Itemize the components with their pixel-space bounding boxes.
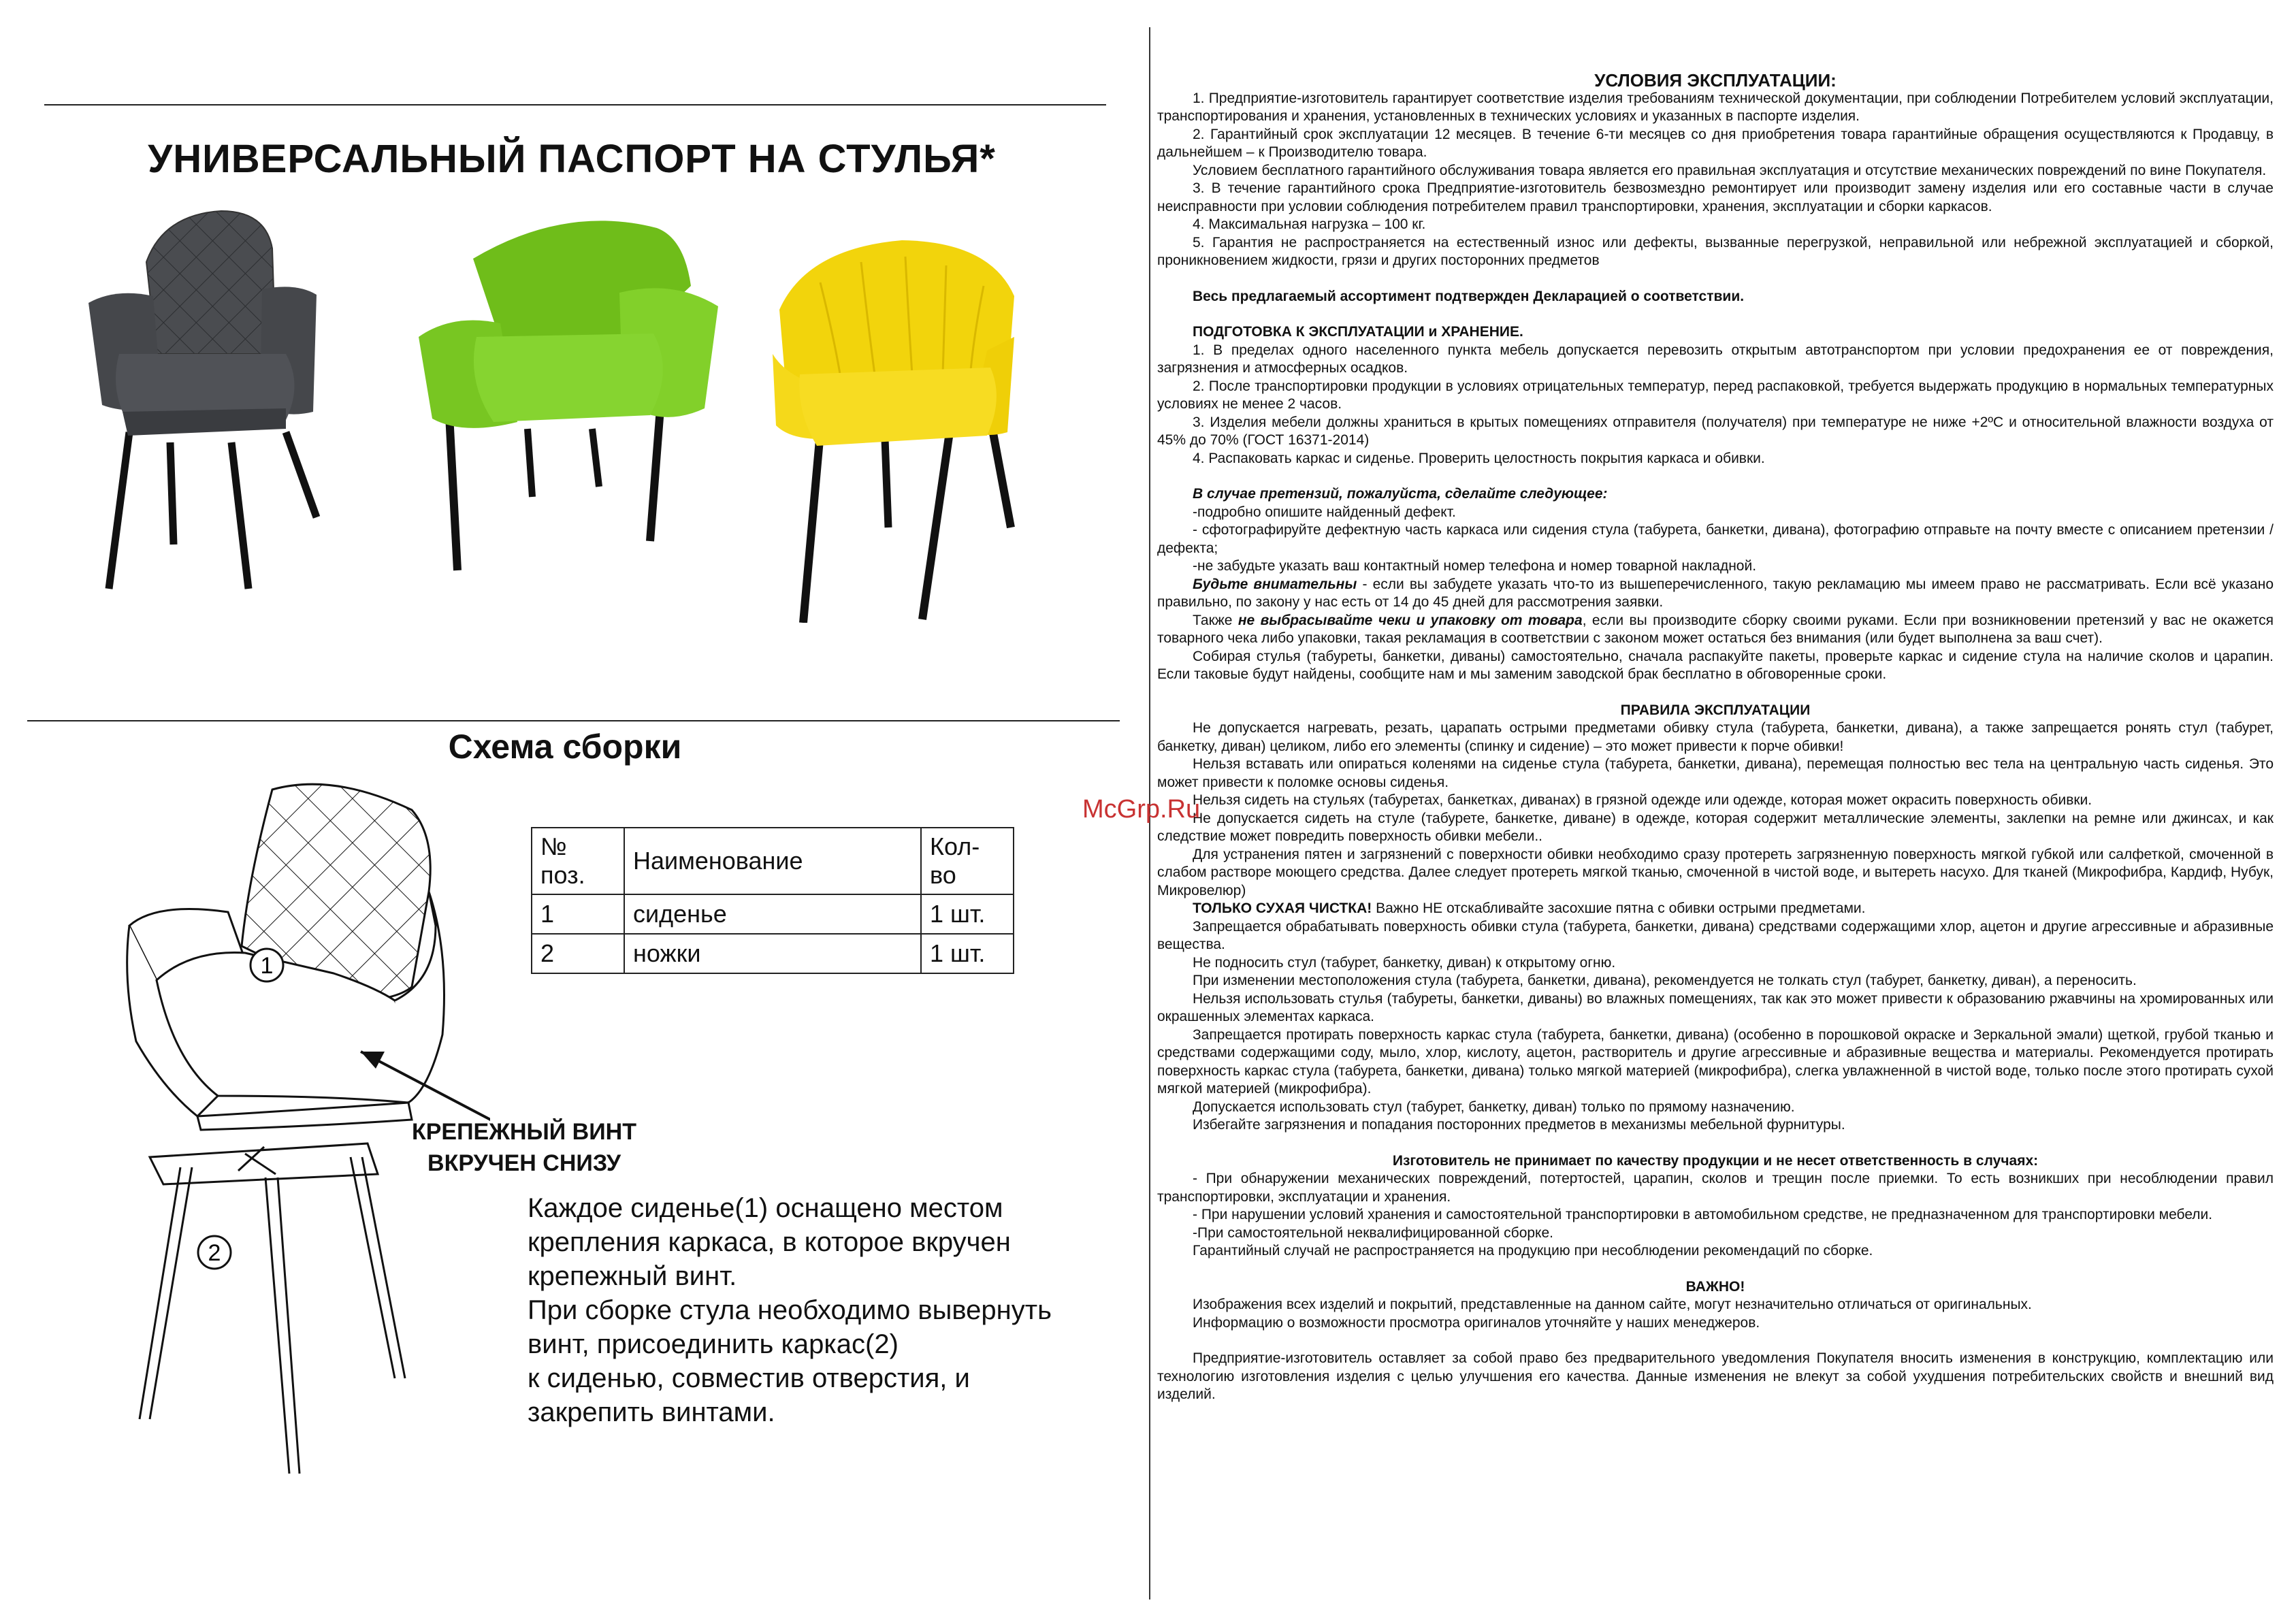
paragraph: 2. Гарантийный срок эксплуатации 12 месяцев. В течение 6-ти месяцев со дня приобретения товара гарантийные обращения осуществляются к Продавцу, в дальнейшем – к Производителю товара. [1157, 126, 2274, 160]
green-chair-image [415, 211, 722, 572]
paragraph: Условием бесплатного гарантийного обслуживания товара является его правильная эксплуатация и отсутствие механических повреждений по вине Покупателя. [1193, 162, 2267, 178]
table-cell: 2 [532, 934, 624, 973]
screw-note [381, 1116, 667, 1179]
assembly-section-title: Схема сборки [448, 728, 682, 766]
claims-title: В случае претензий, пожалуйста, сделайте следующее: [1193, 486, 1608, 502]
assembly-line: крепления каркаса, в которое вкручен [528, 1227, 1011, 1257]
paragraph: 1. Предприятие-изготовитель гарантирует соответствие изделия требованиям технической документации, при соблюдении Потребителем условий эксплуатации, транспортирования и хранения, установленных в технических условиях и указанных в паспорте изделия. [1157, 90, 2274, 124]
paragraph: 5. Гарантия не распространяется на естественный износ или дефекты, вызванные перегрузкой, неправильной или небрежной эксплуатацией и сборкой, проникновением жидкости, грязи и других посторонних предметов [1157, 234, 2274, 268]
seat-marker-label: 1 [260, 953, 274, 979]
paragraph: Не допускается сидеть на стуле (табурете, банкетке, диване) в одежде, которая содержит металлические элементы, заклепки на ремне или джинсах, и как следствие может повредить поверхность обивки мебели.. [1157, 810, 2274, 844]
paragraph: 3. В течение гарантийного срока Предприятие-изготовитель безвозмездно ремонтирует или производит замену изделия или его составные части в случае неисправности при условии соблюдения потребителем правил транспортировки, хранения, эксплуатации и сборки каркасов. [1157, 180, 2274, 214]
rules-title: ПРАВИЛА ЭКСПЛУАТАЦИИ [1620, 702, 1811, 718]
paragraph: Нельзя вставать или опираться коленями на сиденье стула (табурета, банкетки, дивана), перемещая полностью вес тела на центральную часть сиденья. Это может привести к поломке основы сиденья. [1157, 756, 2274, 790]
paragraph: Информацию о возможности просмотра оригиналов уточняйте у наших менеджеров. [1193, 1314, 1760, 1331]
yellow-chair-image [766, 235, 1018, 623]
assembly-line: к сиденью, совместив отверстия, и [528, 1363, 970, 1393]
paragraph: 2. После транспортировки продукции в условиях отрицательных температур, перед распаковкой, требуется выдержать продукцию в нормальных температурных условиях не менее 2 часов. [1157, 378, 2274, 412]
keep-prefix: Также [1193, 612, 1238, 628]
assembly-line: При сборке стула необходимо вывернуть [528, 1295, 1052, 1325]
legs-marker-label: 2 [208, 1240, 221, 1266]
preparation-title: ПОДГОТОВКА К ЭКСПЛУАТАЦИИ и ХРАНЕНИЕ. [1193, 324, 1523, 340]
paragraph: - При нарушении условий хранения и самостоятельной транспортировки в автомобильном средстве, не предназначенном для транспортировки мебели. [1193, 1207, 2213, 1222]
paragraph: Для устранения пятен и загрязнений с поверхности обивки необходимо сразу протереть загрязненную поверхность мягкой губкой или салфеткой, смоченной в слабом растворе моющего средства. Далее следует протереть мягкой тканью, смоченной в чистой воде, и вытереть насухо. Для тканей (Микрофибра, Кардиф, Нубук, Микровелюр) [1157, 846, 2274, 898]
table-header-cell: Наименование [624, 828, 921, 894]
dry-clean-emphasis: ТОЛЬКО СУХАЯ ЧИСТКА! [1193, 900, 1372, 916]
assembly-line: закрепить винтами. [528, 1397, 775, 1427]
assembly-instructions [528, 1191, 1120, 1429]
screw-note-line: ВКРУЧЕН СНИЗУ [427, 1150, 621, 1176]
table-cell: ножки [624, 934, 921, 973]
table-cell: сиденье [624, 894, 921, 934]
right-page [1157, 0, 2274, 1624]
paragraph: 1. В пределах одного населенного пункта мебель допускается перевозить открытым автотранспортом при условии предохранения ее от повреждения, загрязнения и атмосферных осадков. [1157, 342, 2274, 376]
page-title: УНИВЕРСАЛЬНЫЙ ПАСПОРТ НА СТУЛЬЯ* [148, 137, 996, 181]
important-title: ВАЖНО! [1685, 1278, 1745, 1295]
left-page [0, 0, 1130, 1624]
paragraph [1157, 612, 2274, 648]
assembly-line: крепежный винт. [528, 1261, 737, 1291]
dry-clean-text: Важно НЕ отскабливайте засохшие пятна с обивки острыми предметами. [1372, 900, 1866, 916]
paragraph [1157, 576, 2274, 612]
paragraph: Изображения всех изделий и покрытий, представленные на данном сайте, могут незначительно отличаться от оригинальных. [1193, 1297, 2032, 1312]
paragraph: Нельзя сидеть на стульях (табуретах, банкетках, диванах) в грязной одежде или одежде, которая может окрасить поверхность обивки. [1193, 792, 2092, 808]
paragraph: 4. Максимальная нагрузка – 100 кг. [1193, 216, 1426, 232]
paragraph: Допускается использовать стул (табурет, банкетку, диван) только по прямому назначению. [1193, 1099, 1795, 1115]
paragraph: - сфотографируйте дефектную часть каркаса или сидения стула (табурета, банкетки, дивана), фотографию отправьте на почту вместе с описанием претензии / дефекта; [1157, 522, 2274, 556]
paragraph: Предприятие-изготовитель оставляет за собой право без предварительного уведомления Покупателя вносить изменения в конструкцию, комплектацию или технологию изготовления изделия с целью улучшения его качества. Данные изменения не влекут за собой ухудшения потребительских свойств и внешний вид изделий. [1157, 1350, 2274, 1402]
paragraph: -подробно опишите найденный дефект. [1193, 504, 1456, 520]
warranty-title: УСЛОВИЯ ЭКСПЛУАТАЦИИ: [1594, 70, 1837, 91]
keep-emphasis: не выбрасывайте чеки и упаковку от товара [1238, 612, 1583, 628]
paragraph: 4. Распаковать каркас и сиденье. Проверить целостность покрытия каркаса и обивки. [1193, 450, 1765, 466]
paragraph: Запрещается протирать поверхность каркас стула (табурета, банкетки, дивана) (особенно в порошковой окраске и Зеркальной эмали) щеткой, грубой тканью и средствами содержащими соду, мыло, хлор, кислоту, ацетон, растворитель и другие агрессивные и абразивные вещества и материалы. Рекомендуется протирать поверхность каркас стула (табурета, банкетки, дивана) только мягкой материей (микрофибра), слегка увлажненной в чистой воде, только после этого протирать сухой мягкой материей (микрофибра). [1157, 1026, 2274, 1097]
screw-note-line: КРЕПЕЖНЫЙ ВИНТ [412, 1119, 636, 1145]
table-row [532, 894, 1014, 934]
watermark: McGrp.Ru [1082, 795, 1201, 824]
paragraph: - При обнаружении механических повреждений, потертостей, царапин, сколов и трещин после приемки. То есть возникших при несоблюдении правил транспортировки, эксплуатации и хранения. [1157, 1171, 2274, 1205]
table-cell: 1 шт. [921, 934, 1014, 973]
assembly-line: Каждое сиденье(1) оснащено местом [528, 1193, 1003, 1223]
paragraph: Запрещается обрабатывать поверхность обивки стула (табурета, банкетки, дивана) средствами содержащими хлор, ацетон и другие агрессивные и абразивные вещества. [1157, 918, 2274, 952]
table-header-cell: Кол-во [921, 828, 1014, 894]
keep-text: , если вы производите сборку своими руками. Если при возникновении претензий у вас не окажется товарного чека либо упаковки, такая рекламация в соответствии с законом может остаться без внимания (или будет выполнена за ваш счет). [1157, 612, 2274, 646]
attention-text: - если вы забудете указать что-то из вышеперечисленного, такую рекламацию мы имеем право не рассматривать. Если всё указано правильно, по закону у нас есть от 14 до 45 дней для рассмотрения заявки. [1157, 576, 2274, 610]
paragraph: Гарантийный случай не распространяется на продукцию при несоблюдении рекомендаций по сборке. [1193, 1243, 1873, 1258]
paragraph: При изменении местоположения стула (табурета, банкетки, дивана), рекомендуется не толкать стул (табурет, банкетку, диван), а переносить. [1193, 973, 2137, 988]
paragraph: Не подносить стул (табурет, банкетку, диван) к открытому огню. [1193, 954, 1616, 971]
declaration-note: Весь предлагаемый ассортимент подтвержден Декларацией о соответствии. [1193, 288, 1745, 304]
attention-emphasis: Будьте внимательны [1193, 576, 1357, 592]
top-rule [44, 104, 1106, 105]
paragraph: 3. Изделия мебели должны храниться в крытых помещениях отправителя (получателя) при температуре не ниже +2ºС и относительной влажности воздуха от 45% до 70% (ГОСТ 16371-2014) [1157, 414, 2274, 448]
liability-title: Изготовитель не принимает по качеству продукции и не несет ответственность в случаях: [1392, 1152, 2039, 1169]
paragraph [1157, 900, 2274, 918]
paragraph: -не забудьте указать ваш контактный номер телефона и номер товарной накладной. [1193, 558, 1757, 574]
paragraph: Собирая стулья (табуреты, банкетки, диваны) самостоятельно, сначала распакуйте пакеты, проверьте каркас и сидение стула на наличие сколов и царапин. Если таковые будут найдены, сообщите нам и мы заменим заводской брак бесплатно в обговоренные сроки. [1157, 648, 2274, 682]
gray-chair-image [82, 208, 340, 592]
table-header-row [532, 828, 1014, 894]
paragraph: Нельзя использовать стулья (табуреты, банкетки, диваны) во влажных помещениях, так как это может привести к образованию ржавчины на хромированных или окрашенных элементах каркаса. [1157, 990, 2274, 1024]
warranty-section [1157, 71, 2274, 1404]
table-cell: 1 [532, 894, 624, 934]
middle-rule [27, 720, 1120, 721]
table-row [532, 934, 1014, 973]
assembly-line: винт, присоединить каркас(2) [528, 1329, 899, 1359]
table-header-cell: № поз. [532, 828, 624, 894]
paragraph: Избегайте загрязнения и попадания посторонних предметов в механизмы мебельной фурнитуры. [1193, 1117, 1845, 1133]
parts-table [531, 827, 1014, 974]
paragraph: -При самостоятельной неквалифицированной сборке. [1193, 1224, 1553, 1241]
paragraph: Не допускается нагревать, резать, царапать острыми предметами обивку стула (табурета, банкетки, дивана), а также запрещается ронять стул (табурет, банкетку, диван) целиком, либо его элементы (спинку и сидение) – это может привести к порче обивки! [1157, 720, 2274, 754]
table-cell: 1 шт. [921, 894, 1014, 934]
